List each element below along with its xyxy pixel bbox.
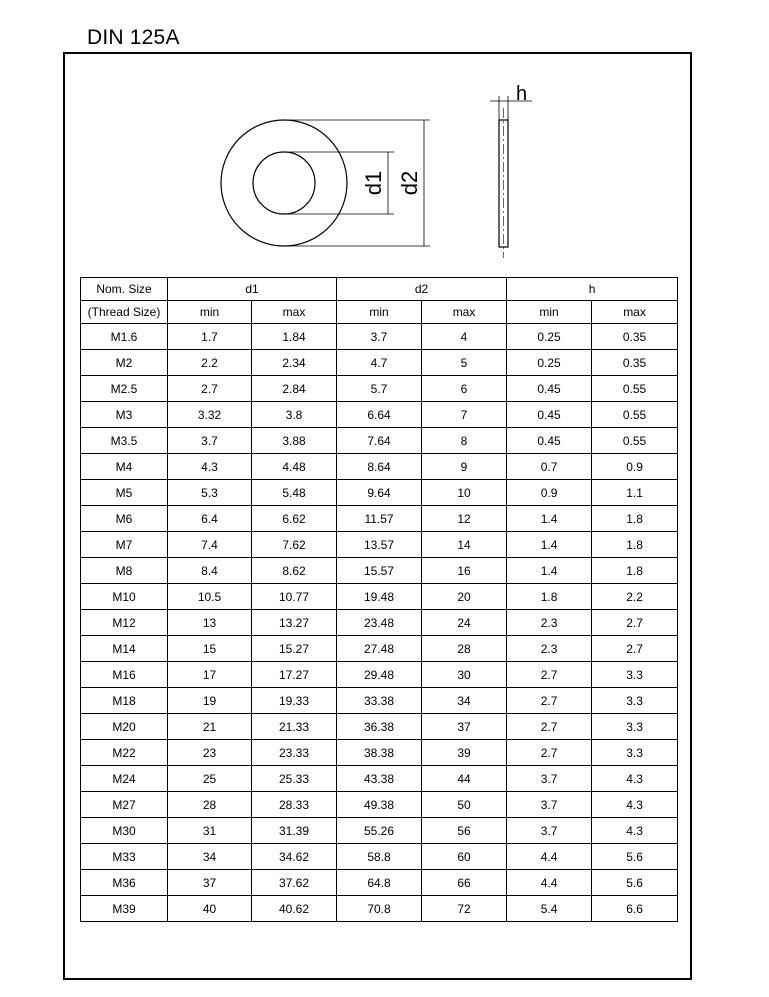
nom-size-cell: M20 xyxy=(81,714,168,740)
d1-min-cell: 28 xyxy=(168,792,252,818)
table-row xyxy=(81,454,678,480)
table-row xyxy=(81,792,678,818)
table-row xyxy=(81,376,678,402)
nom-size-cell: M3 xyxy=(81,402,168,428)
h-min-cell: 2.7 xyxy=(507,714,592,740)
d1-max-cell: 5.48 xyxy=(252,480,337,506)
table-subheader-row xyxy=(81,301,678,324)
h-max-cell: 0.9 xyxy=(592,454,678,480)
d2-max-cell: 20 xyxy=(422,584,507,610)
nom-size-cell: M3.5 xyxy=(81,428,168,454)
h-min-cell: 1.4 xyxy=(507,558,592,584)
h-group-header: h xyxy=(507,278,678,301)
table-row xyxy=(81,324,678,350)
d1-min-cell: 13 xyxy=(168,610,252,636)
d1-max-cell: 1.84 xyxy=(252,324,337,350)
d1-min-cell: 10.5 xyxy=(168,584,252,610)
d1-max-cell: 13.27 xyxy=(252,610,337,636)
d2-max-cell: 6 xyxy=(422,376,507,402)
d2-max-cell: 72 xyxy=(422,896,507,922)
d2-max-cell: 56 xyxy=(422,818,507,844)
d2-min-cell: 58.8 xyxy=(337,844,422,870)
d1-max-cell: 19.33 xyxy=(252,688,337,714)
h-min-cell: 0.45 xyxy=(507,428,592,454)
table-row xyxy=(81,428,678,454)
d1-max-cell: 3.8 xyxy=(252,402,337,428)
h-min-cell: 2.7 xyxy=(507,662,592,688)
page-title: DIN 125A xyxy=(87,26,180,49)
d2-max-cell: 12 xyxy=(422,506,507,532)
d2-max-cell: 10 xyxy=(422,480,507,506)
nom-size-header: Nom. Size xyxy=(81,278,168,301)
d2-min-cell: 33.38 xyxy=(337,688,422,714)
table-row xyxy=(81,506,678,532)
d1-max-cell: 7.62 xyxy=(252,532,337,558)
nom-size-cell: M6 xyxy=(81,506,168,532)
d2-min-cell: 11.57 xyxy=(337,506,422,532)
nom-size-cell: M16 xyxy=(81,662,168,688)
d2-min-cell: 38.38 xyxy=(337,740,422,766)
h-max-cell: 2.2 xyxy=(592,584,678,610)
h-max-cell: 5.6 xyxy=(592,844,678,870)
table-row xyxy=(81,740,678,766)
nom-size-cell: M18 xyxy=(81,688,168,714)
h-min-cell: 1.4 xyxy=(507,506,592,532)
h-max-cell: 1.8 xyxy=(592,532,678,558)
d2-min-cell: 27.48 xyxy=(337,636,422,662)
d2-label: d2 xyxy=(397,170,422,196)
d1-max-cell: 8.62 xyxy=(252,558,337,584)
d2-max-cell: 16 xyxy=(422,558,507,584)
d2-min-cell: 36.38 xyxy=(337,714,422,740)
d1-max-cell: 31.39 xyxy=(252,818,337,844)
d2-max-cell: 9 xyxy=(422,454,507,480)
h-min-header: min xyxy=(507,301,592,324)
d2-min-cell: 55.26 xyxy=(337,818,422,844)
d1-min-cell: 37 xyxy=(168,870,252,896)
h-label: h xyxy=(516,83,528,105)
nom-size-cell: M33 xyxy=(81,844,168,870)
h-min-cell: 3.7 xyxy=(507,792,592,818)
table-row xyxy=(81,844,678,870)
table-row xyxy=(81,766,678,792)
nom-size-cell: M12 xyxy=(81,610,168,636)
h-max-cell: 1.8 xyxy=(592,506,678,532)
d1-max-cell: 25.33 xyxy=(252,766,337,792)
washer-inner-circle xyxy=(253,152,315,214)
washer-outer-circle xyxy=(221,120,347,246)
d1-min-cell: 25 xyxy=(168,766,252,792)
h-min-cell: 4.4 xyxy=(507,844,592,870)
table-row xyxy=(81,688,678,714)
d1-min-cell: 3.32 xyxy=(168,402,252,428)
d2-max-cell: 30 xyxy=(422,662,507,688)
d2-max-cell: 24 xyxy=(422,610,507,636)
h-min-cell: 5.4 xyxy=(507,896,592,922)
d2-min-cell: 49.38 xyxy=(337,792,422,818)
d2-group-header: d2 xyxy=(337,278,507,301)
d1-min-cell: 8.4 xyxy=(168,558,252,584)
nom-size-cell: M27 xyxy=(81,792,168,818)
nom-size-cell: M39 xyxy=(81,896,168,922)
d2-min-cell: 43.38 xyxy=(337,766,422,792)
d2-min-cell: 64.8 xyxy=(337,870,422,896)
d2-min-cell: 5.7 xyxy=(337,376,422,402)
d1-max-header: max xyxy=(252,301,337,324)
h-min-cell: 0.45 xyxy=(507,402,592,428)
d2-min-cell: 29.48 xyxy=(337,662,422,688)
h-min-cell: 3.7 xyxy=(507,818,592,844)
d2-max-cell: 7 xyxy=(422,402,507,428)
d1-max-cell: 15.27 xyxy=(252,636,337,662)
h-min-cell: 4.4 xyxy=(507,870,592,896)
h-max-cell: 0.35 xyxy=(592,324,678,350)
nom-size-cell: M2.5 xyxy=(81,376,168,402)
d1-min-cell: 3.7 xyxy=(168,428,252,454)
d1-group-header: d1 xyxy=(168,278,337,301)
h-max-cell: 2.7 xyxy=(592,610,678,636)
d1-min-cell: 2.2 xyxy=(168,350,252,376)
table-header-row xyxy=(81,278,678,301)
h-max-header: max xyxy=(592,301,678,324)
d2-max-cell: 5 xyxy=(422,350,507,376)
h-min-cell: 1.8 xyxy=(507,584,592,610)
h-max-cell: 1.1 xyxy=(592,480,678,506)
nom-size-cell: M22 xyxy=(81,740,168,766)
h-min-cell: 3.7 xyxy=(507,766,592,792)
nom-size-cell: M14 xyxy=(81,636,168,662)
h-max-cell: 2.7 xyxy=(592,636,678,662)
d1-min-cell: 5.3 xyxy=(168,480,252,506)
h-max-cell: 0.55 xyxy=(592,428,678,454)
h-max-cell: 1.8 xyxy=(592,558,678,584)
d2-min-cell: 19.48 xyxy=(337,584,422,610)
d1-max-cell: 2.34 xyxy=(252,350,337,376)
d1-min-cell: 23 xyxy=(168,740,252,766)
d1-max-cell: 28.33 xyxy=(252,792,337,818)
table-row xyxy=(81,636,678,662)
nom-size-cell: M8 xyxy=(81,558,168,584)
h-max-cell: 6.6 xyxy=(592,896,678,922)
table-row xyxy=(81,818,678,844)
h-max-cell: 4.3 xyxy=(592,766,678,792)
table-row xyxy=(81,870,678,896)
table-row xyxy=(81,714,678,740)
table-row xyxy=(81,584,678,610)
d1-min-header: min xyxy=(168,301,252,324)
h-min-cell: 0.9 xyxy=(507,480,592,506)
h-min-cell: 1.4 xyxy=(507,532,592,558)
h-min-cell: 2.3 xyxy=(507,636,592,662)
h-min-cell: 2.7 xyxy=(507,688,592,714)
d2-max-cell: 8 xyxy=(422,428,507,454)
h-min-cell: 0.25 xyxy=(507,350,592,376)
d2-min-cell: 70.8 xyxy=(337,896,422,922)
d1-max-cell: 2.84 xyxy=(252,376,337,402)
h-max-cell: 3.3 xyxy=(592,662,678,688)
d1-max-cell: 3.88 xyxy=(252,428,337,454)
nom-size-cell: M30 xyxy=(81,818,168,844)
table-row xyxy=(81,558,678,584)
d2-max-cell: 66 xyxy=(422,870,507,896)
d2-min-cell: 7.64 xyxy=(337,428,422,454)
h-max-cell: 4.3 xyxy=(592,818,678,844)
d1-max-cell: 34.62 xyxy=(252,844,337,870)
h-max-cell: 0.35 xyxy=(592,350,678,376)
d1-min-cell: 31 xyxy=(168,818,252,844)
table-row xyxy=(81,662,678,688)
d2-max-cell: 39 xyxy=(422,740,507,766)
d2-max-cell: 28 xyxy=(422,636,507,662)
d1-max-cell: 37.62 xyxy=(252,870,337,896)
d1-min-cell: 15 xyxy=(168,636,252,662)
d1-max-cell: 23.33 xyxy=(252,740,337,766)
table-row xyxy=(81,402,678,428)
h-max-cell: 3.3 xyxy=(592,714,678,740)
d1-min-cell: 4.3 xyxy=(168,454,252,480)
h-min-cell: 0.45 xyxy=(507,376,592,402)
h-min-cell: 2.3 xyxy=(507,610,592,636)
nom-size-cell: M36 xyxy=(81,870,168,896)
nom-size-cell: M5 xyxy=(81,480,168,506)
table-row xyxy=(81,532,678,558)
d2-min-cell: 23.48 xyxy=(337,610,422,636)
table-row xyxy=(81,480,678,506)
thread-size-header: (Thread Size) xyxy=(81,301,168,324)
d2-min-header: min xyxy=(337,301,422,324)
d2-max-cell: 34 xyxy=(422,688,507,714)
h-min-cell: 0.7 xyxy=(507,454,592,480)
nom-size-cell: M10 xyxy=(81,584,168,610)
table-row xyxy=(81,610,678,636)
d2-min-cell: 8.64 xyxy=(337,454,422,480)
d1-min-cell: 7.4 xyxy=(168,532,252,558)
d2-min-cell: 9.64 xyxy=(337,480,422,506)
d1-min-cell: 6.4 xyxy=(168,506,252,532)
d1-min-cell: 17 xyxy=(168,662,252,688)
washer-drawing xyxy=(0,0,769,280)
d1-min-cell: 34 xyxy=(168,844,252,870)
d2-max-cell: 60 xyxy=(422,844,507,870)
d1-max-cell: 4.48 xyxy=(252,454,337,480)
d1-max-cell: 10.77 xyxy=(252,584,337,610)
h-max-cell: 5.6 xyxy=(592,870,678,896)
d2-min-cell: 13.57 xyxy=(337,532,422,558)
d2-max-cell: 37 xyxy=(422,714,507,740)
d2-min-cell: 15.57 xyxy=(337,558,422,584)
d2-max-cell: 50 xyxy=(422,792,507,818)
din-125a-dimension-table xyxy=(80,277,678,922)
d1-min-cell: 40 xyxy=(168,896,252,922)
d1-min-cell: 2.7 xyxy=(168,376,252,402)
d1-max-cell: 6.62 xyxy=(252,506,337,532)
nom-size-cell: M4 xyxy=(81,454,168,480)
h-min-cell: 0.25 xyxy=(507,324,592,350)
table-row xyxy=(81,896,678,922)
d1-min-cell: 19 xyxy=(168,688,252,714)
d1-max-cell: 21.33 xyxy=(252,714,337,740)
nom-size-cell: M7 xyxy=(81,532,168,558)
table-row xyxy=(81,350,678,376)
d2-max-cell: 14 xyxy=(422,532,507,558)
nom-size-cell: M24 xyxy=(81,766,168,792)
d1-min-cell: 21 xyxy=(168,714,252,740)
nom-size-cell: M2 xyxy=(81,350,168,376)
d1-min-cell: 1.7 xyxy=(168,324,252,350)
h-max-cell: 0.55 xyxy=(592,376,678,402)
d2-max-cell: 44 xyxy=(422,766,507,792)
h-max-cell: 3.3 xyxy=(592,688,678,714)
d1-label: d1 xyxy=(361,170,386,196)
d2-min-cell: 6.64 xyxy=(337,402,422,428)
h-max-cell: 0.55 xyxy=(592,402,678,428)
d2-max-header: max xyxy=(422,301,507,324)
nom-size-cell: M1.6 xyxy=(81,324,168,350)
d2-min-cell: 4.7 xyxy=(337,350,422,376)
d1-max-cell: 17.27 xyxy=(252,662,337,688)
h-max-cell: 3.3 xyxy=(592,740,678,766)
d2-min-cell: 3.7 xyxy=(337,324,422,350)
d2-max-cell: 4 xyxy=(422,324,507,350)
h-max-cell: 4.3 xyxy=(592,792,678,818)
h-min-cell: 2.7 xyxy=(507,740,592,766)
d1-max-cell: 40.62 xyxy=(252,896,337,922)
